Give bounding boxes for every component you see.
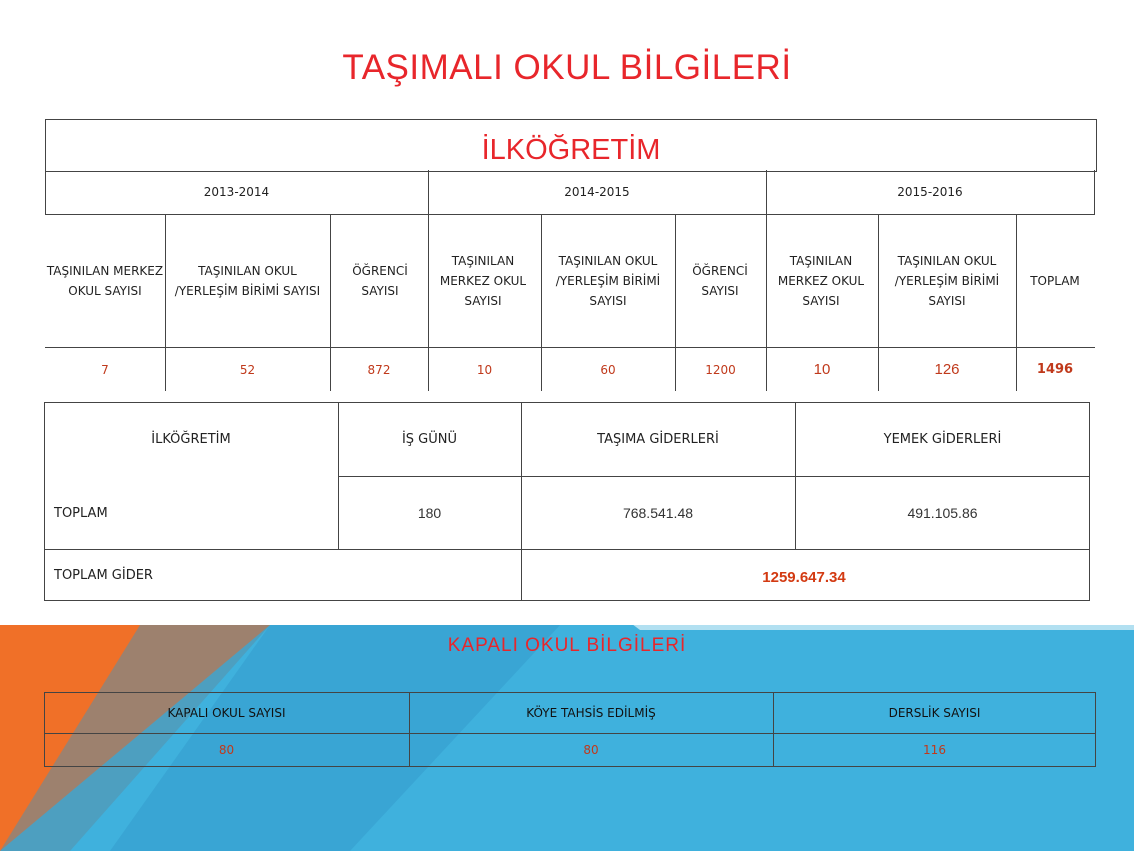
value-cell: 10 bbox=[813, 361, 831, 378]
column-header: TAŞINILAN OKUL /YERLEŞİM BİRİMİ SAYISI bbox=[555, 254, 661, 308]
expense-header: İLKÖĞRETİM bbox=[151, 431, 231, 447]
closed-schools-table bbox=[44, 692, 1096, 767]
closed-table-header: KAPALI OKUL SAYISI bbox=[167, 706, 286, 720]
value-cell: 52 bbox=[239, 362, 256, 377]
column-header: TAŞINILAN OKUL /YERLEŞİM BİRİMİ SAYISI bbox=[174, 264, 321, 298]
expense-header: TAŞIMA GİDERLERİ bbox=[597, 431, 719, 447]
expense-header: İŞ GÜNÜ bbox=[401, 431, 458, 447]
total-row-label: TOPLAM bbox=[54, 505, 108, 521]
closed-table-value: 80 bbox=[583, 743, 599, 757]
total-value-cell: 1496 bbox=[1036, 362, 1074, 377]
closed-table-header: KÖYE TAHSİS EDİLMİŞ bbox=[526, 706, 656, 720]
closed-table-value: 116 bbox=[923, 743, 946, 757]
value-cell: 7 bbox=[101, 362, 109, 377]
column-header: TAŞINILAN MERKEZ OKUL SAYISI bbox=[439, 254, 527, 308]
closed-schools-title: KAPALI OKUL BİLGİLERİ bbox=[447, 635, 687, 656]
column-header: TOPLAM bbox=[1030, 274, 1080, 288]
work-days-value: 180 bbox=[417, 505, 442, 521]
value-cell: 1200 bbox=[705, 362, 736, 377]
expense-header: YEMEK GİDERLERİ bbox=[883, 431, 1002, 447]
year-2015-2016: 2015-2016 bbox=[897, 185, 963, 199]
meal-expense-value: 491.105.86 bbox=[907, 505, 978, 521]
total-expense-value: 1259.647.34 bbox=[762, 568, 846, 586]
value-cell: 60 bbox=[600, 362, 616, 377]
table-header: İLKÖĞRETİM bbox=[45, 119, 1097, 172]
page-title: TAŞIMALI OKUL BİLGİLERİ bbox=[342, 48, 792, 87]
value-cell: 872 bbox=[367, 362, 391, 377]
column-header: ÖĞRENCİ SAYISI bbox=[692, 264, 748, 298]
column-header: TAŞINILAN OKUL /YERLEŞİM BİRİMİ SAYISI bbox=[894, 254, 1000, 308]
ilkogretim-table bbox=[45, 119, 1095, 391]
closed-table-value: 80 bbox=[218, 743, 235, 757]
column-header: TAŞINILAN MERKEZ OKUL SAYISI bbox=[777, 254, 865, 308]
column-header: ÖĞRENCİ SAYISI bbox=[352, 264, 408, 298]
value-cell: 126 bbox=[934, 361, 960, 378]
value-cell: 10 bbox=[476, 362, 493, 377]
year-2014-2015: 2014-2015 bbox=[564, 185, 630, 199]
closed-table-header: DERSLİK SAYISI bbox=[888, 706, 981, 720]
year-2013-2014: 2013-2014 bbox=[203, 185, 270, 199]
column-header: TAŞINILAN MERKEZ OKUL SAYISI bbox=[46, 264, 164, 298]
light-sheen bbox=[600, 600, 1134, 630]
total-expense-label: TOPLAM GİDER bbox=[54, 567, 153, 583]
transport-expense-value: 768.541.48 bbox=[622, 505, 694, 521]
expense-table bbox=[44, 402, 1090, 601]
